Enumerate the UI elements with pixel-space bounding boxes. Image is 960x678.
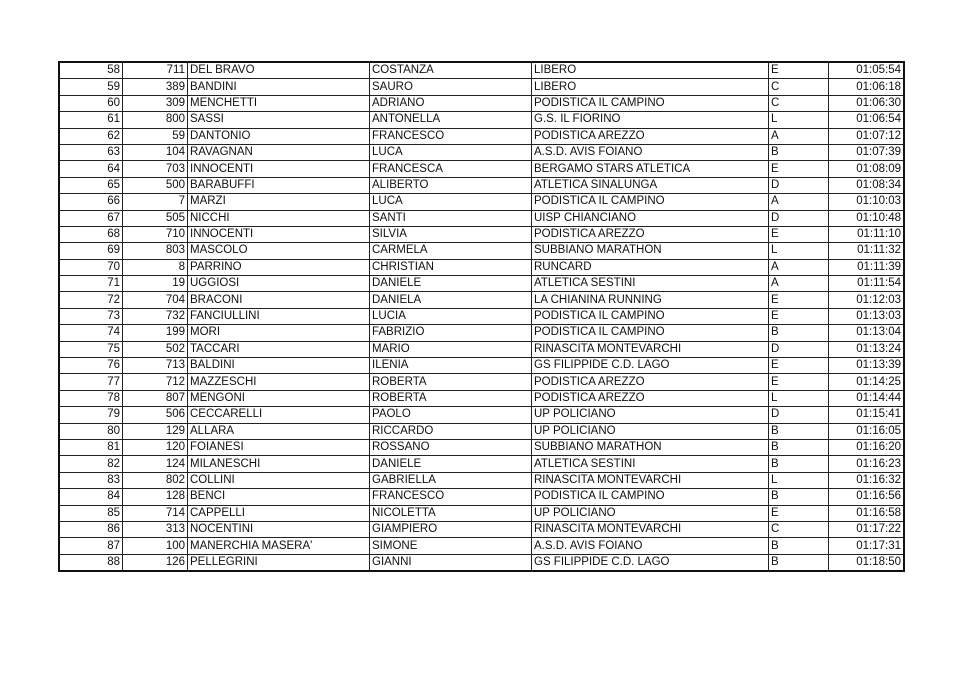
- time-cell: 01:16:23: [829, 456, 905, 472]
- team-cell: PODISTICA IL CAMPINO: [532, 489, 769, 505]
- team-cell: ATLETICA SINALUNGA: [532, 177, 769, 193]
- category-cell: E: [769, 308, 829, 324]
- time-cell: 01:16:05: [829, 423, 905, 439]
- team-cell: PODISTICA AREZZO: [532, 226, 769, 242]
- first-name-cell: FABRIZIO: [370, 325, 532, 341]
- team-cell: G.S. IL FIORINO: [532, 112, 769, 128]
- time-cell: 01:11:10: [829, 226, 905, 242]
- first-name-cell: ROSSANO: [370, 439, 532, 455]
- bib-number-cell: 712: [123, 374, 188, 390]
- surname-cell: MARZI: [188, 194, 370, 210]
- bib-number-cell: 711: [123, 62, 188, 79]
- position-cell: 88: [59, 554, 123, 571]
- surname-cell: BRACONI: [188, 292, 370, 308]
- position-cell: 74: [59, 325, 123, 341]
- first-name-cell: SAURO: [370, 79, 532, 95]
- first-name-cell: FRANCESCA: [370, 161, 532, 177]
- first-name-cell: CARMELA: [370, 243, 532, 259]
- time-cell: 01:16:32: [829, 472, 905, 488]
- bib-number-cell: 710: [123, 226, 188, 242]
- position-cell: 75: [59, 341, 123, 357]
- first-name-cell: SANTI: [370, 210, 532, 226]
- category-cell: B: [769, 538, 829, 554]
- table-row: [59, 341, 904, 357]
- category-cell: D: [769, 210, 829, 226]
- position-cell: 85: [59, 505, 123, 521]
- time-cell: 01:12:03: [829, 292, 905, 308]
- team-cell: PODISTICA IL CAMPINO: [532, 325, 769, 341]
- surname-cell: BARABUFFI: [188, 177, 370, 193]
- first-name-cell: RICCARDO: [370, 423, 532, 439]
- time-cell: 01:16:20: [829, 439, 905, 455]
- position-cell: 73: [59, 308, 123, 324]
- category-cell: A: [769, 259, 829, 275]
- bib-number-cell: 7: [123, 194, 188, 210]
- first-name-cell: DANIELE: [370, 276, 532, 292]
- team-cell: BERGAMO STARS ATLETICA: [532, 161, 769, 177]
- table-row: [59, 194, 904, 210]
- category-cell: E: [769, 161, 829, 177]
- category-cell: B: [769, 439, 829, 455]
- table-row: [59, 308, 904, 324]
- team-cell: PODISTICA IL CAMPINO: [532, 95, 769, 111]
- surname-cell: COLLINI: [188, 472, 370, 488]
- bib-number-cell: 126: [123, 554, 188, 571]
- first-name-cell: PAOLO: [370, 407, 532, 423]
- bib-number-cell: 502: [123, 341, 188, 357]
- category-cell: L: [769, 112, 829, 128]
- category-cell: A: [769, 128, 829, 144]
- first-name-cell: MARIO: [370, 341, 532, 357]
- first-name-cell: ILENIA: [370, 358, 532, 374]
- position-cell: 72: [59, 292, 123, 308]
- time-cell: 01:16:56: [829, 489, 905, 505]
- table-row: [59, 144, 904, 160]
- surname-cell: CECCARELLI: [188, 407, 370, 423]
- time-cell: 01:07:12: [829, 128, 905, 144]
- team-cell: PODISTICA AREZZO: [532, 374, 769, 390]
- position-cell: 69: [59, 243, 123, 259]
- category-cell: B: [769, 554, 829, 571]
- first-name-cell: GABRIELLA: [370, 472, 532, 488]
- surname-cell: UGGIOSI: [188, 276, 370, 292]
- first-name-cell: NICOLETTA: [370, 505, 532, 521]
- time-cell: 01:08:34: [829, 177, 905, 193]
- table-row: [59, 325, 904, 341]
- table-row: [59, 407, 904, 423]
- surname-cell: TACCARI: [188, 341, 370, 357]
- category-cell: D: [769, 407, 829, 423]
- category-cell: E: [769, 226, 829, 242]
- table-row: [59, 79, 904, 95]
- team-cell: UP POLICIANO: [532, 505, 769, 521]
- table-row: [59, 456, 904, 472]
- bib-number-cell: 59: [123, 128, 188, 144]
- surname-cell: MANERCHIA MASERA': [188, 538, 370, 554]
- first-name-cell: FRANCESCO: [370, 128, 532, 144]
- surname-cell: PARRINO: [188, 259, 370, 275]
- position-cell: 82: [59, 456, 123, 472]
- category-cell: B: [769, 456, 829, 472]
- team-cell: GS FILIPPIDE C.D. LAGO: [532, 554, 769, 571]
- first-name-cell: DANIELA: [370, 292, 532, 308]
- table-row: [59, 259, 904, 275]
- bib-number-cell: 120: [123, 439, 188, 455]
- table-row: [59, 210, 904, 226]
- table-row: [59, 161, 904, 177]
- table-row: [59, 472, 904, 488]
- first-name-cell: SILVIA: [370, 226, 532, 242]
- time-cell: 01:06:54: [829, 112, 905, 128]
- table-row: [59, 538, 904, 554]
- position-cell: 83: [59, 472, 123, 488]
- first-name-cell: ROBERTA: [370, 390, 532, 406]
- table-row: [59, 243, 904, 259]
- time-cell: 01:06:30: [829, 95, 905, 111]
- table-row: [59, 439, 904, 455]
- team-cell: PODISTICA AREZZO: [532, 390, 769, 406]
- surname-cell: FANCIULLINI: [188, 308, 370, 324]
- position-cell: 79: [59, 407, 123, 423]
- table-row: [59, 358, 904, 374]
- bib-number-cell: 803: [123, 243, 188, 259]
- team-cell: UP POLICIANO: [532, 407, 769, 423]
- team-cell: A.S.D. AVIS FOIANO: [532, 538, 769, 554]
- first-name-cell: LUCA: [370, 194, 532, 210]
- time-cell: 01:13:03: [829, 308, 905, 324]
- team-cell: RUNCARD: [532, 259, 769, 275]
- surname-cell: BALDINI: [188, 358, 370, 374]
- time-cell: 01:13:04: [829, 325, 905, 341]
- team-cell: A.S.D. AVIS FOIANO: [532, 144, 769, 160]
- category-cell: D: [769, 341, 829, 357]
- table-row: [59, 554, 904, 571]
- bib-number-cell: 129: [123, 423, 188, 439]
- team-cell: ATLETICA SESTINI: [532, 456, 769, 472]
- position-cell: 87: [59, 538, 123, 554]
- surname-cell: MORI: [188, 325, 370, 341]
- time-cell: 01:14:25: [829, 374, 905, 390]
- category-cell: A: [769, 194, 829, 210]
- time-cell: 01:10:03: [829, 194, 905, 210]
- time-cell: 01:13:39: [829, 358, 905, 374]
- table-row: [59, 390, 904, 406]
- category-cell: L: [769, 472, 829, 488]
- position-cell: 63: [59, 144, 123, 160]
- position-cell: 71: [59, 276, 123, 292]
- surname-cell: NICCHI: [188, 210, 370, 226]
- position-cell: 64: [59, 161, 123, 177]
- bib-number-cell: 732: [123, 308, 188, 324]
- team-cell: GS FILIPPIDE C.D. LAGO: [532, 358, 769, 374]
- team-cell: SUBBIANO MARATHON: [532, 243, 769, 259]
- category-cell: B: [769, 144, 829, 160]
- first-name-cell: FRANCESCO: [370, 489, 532, 505]
- table-row: [59, 374, 904, 390]
- time-cell: 01:11:39: [829, 259, 905, 275]
- first-name-cell: DANIELE: [370, 456, 532, 472]
- team-cell: LIBERO: [532, 79, 769, 95]
- bib-number-cell: 506: [123, 407, 188, 423]
- category-cell: L: [769, 390, 829, 406]
- category-cell: B: [769, 489, 829, 505]
- team-cell: RINASCITA MONTEVARCHI: [532, 472, 769, 488]
- first-name-cell: LUCIA: [370, 308, 532, 324]
- table-row: [59, 177, 904, 193]
- position-cell: 68: [59, 226, 123, 242]
- table-row: [59, 292, 904, 308]
- surname-cell: BANDINI: [188, 79, 370, 95]
- surname-cell: MASCOLO: [188, 243, 370, 259]
- surname-cell: INNOCENTI: [188, 161, 370, 177]
- surname-cell: DEL BRAVO: [188, 62, 370, 79]
- table-row: [59, 62, 904, 79]
- first-name-cell: GIAMPIERO: [370, 521, 532, 537]
- category-cell: C: [769, 521, 829, 537]
- table-row: [59, 423, 904, 439]
- position-cell: 70: [59, 259, 123, 275]
- bib-number-cell: 802: [123, 472, 188, 488]
- team-cell: LIBERO: [532, 62, 769, 79]
- bib-number-cell: 124: [123, 456, 188, 472]
- team-cell: PODISTICA AREZZO: [532, 128, 769, 144]
- team-cell: PODISTICA IL CAMPINO: [532, 308, 769, 324]
- surname-cell: FOIANESI: [188, 439, 370, 455]
- table-row: [59, 276, 904, 292]
- bib-number-cell: 8: [123, 259, 188, 275]
- table-row: [59, 95, 904, 111]
- team-cell: RINASCITA MONTEVARCHI: [532, 521, 769, 537]
- time-cell: 01:10:48: [829, 210, 905, 226]
- time-cell: 01:05:54: [829, 62, 905, 79]
- time-cell: 01:17:22: [829, 521, 905, 537]
- time-cell: 01:13:24: [829, 341, 905, 357]
- team-cell: SUBBIANO MARATHON: [532, 439, 769, 455]
- first-name-cell: ADRIANO: [370, 95, 532, 111]
- position-cell: 86: [59, 521, 123, 537]
- bib-number-cell: 703: [123, 161, 188, 177]
- position-cell: 76: [59, 358, 123, 374]
- table-row: [59, 505, 904, 521]
- surname-cell: BENCI: [188, 489, 370, 505]
- bib-number-cell: 389: [123, 79, 188, 95]
- surname-cell: MENCHETTI: [188, 95, 370, 111]
- team-cell: PODISTICA IL CAMPINO: [532, 194, 769, 210]
- table-row: [59, 112, 904, 128]
- surname-cell: RAVAGNAN: [188, 144, 370, 160]
- category-cell: E: [769, 292, 829, 308]
- first-name-cell: GIANNI: [370, 554, 532, 571]
- bib-number-cell: 807: [123, 390, 188, 406]
- surname-cell: MENGONI: [188, 390, 370, 406]
- table-row: [59, 521, 904, 537]
- surname-cell: MAZZESCHI: [188, 374, 370, 390]
- results-table: [58, 61, 905, 572]
- category-cell: E: [769, 62, 829, 79]
- table-row: [59, 128, 904, 144]
- bib-number-cell: 714: [123, 505, 188, 521]
- position-cell: 81: [59, 439, 123, 455]
- time-cell: 01:06:18: [829, 79, 905, 95]
- first-name-cell: LUCA: [370, 144, 532, 160]
- surname-cell: NOCENTINI: [188, 521, 370, 537]
- team-cell: ATLETICA SESTINI: [532, 276, 769, 292]
- bib-number-cell: 313: [123, 521, 188, 537]
- position-cell: 84: [59, 489, 123, 505]
- table-row: [59, 226, 904, 242]
- time-cell: 01:11:54: [829, 276, 905, 292]
- time-cell: 01:15:41: [829, 407, 905, 423]
- bib-number-cell: 309: [123, 95, 188, 111]
- position-cell: 59: [59, 79, 123, 95]
- category-cell: E: [769, 505, 829, 521]
- category-cell: D: [769, 177, 829, 193]
- team-cell: UP POLICIANO: [532, 423, 769, 439]
- category-cell: B: [769, 325, 829, 341]
- position-cell: 61: [59, 112, 123, 128]
- position-cell: 65: [59, 177, 123, 193]
- category-cell: E: [769, 374, 829, 390]
- time-cell: 01:14:44: [829, 390, 905, 406]
- position-cell: 66: [59, 194, 123, 210]
- team-cell: LA CHIANINA RUNNING: [532, 292, 769, 308]
- surname-cell: CAPPELLI: [188, 505, 370, 521]
- bib-number-cell: 800: [123, 112, 188, 128]
- surname-cell: SASSI: [188, 112, 370, 128]
- category-cell: E: [769, 358, 829, 374]
- surname-cell: MILANESCHI: [188, 456, 370, 472]
- bib-number-cell: 704: [123, 292, 188, 308]
- first-name-cell: ROBERTA: [370, 374, 532, 390]
- results-table-body: [59, 62, 904, 571]
- category-cell: L: [769, 243, 829, 259]
- bib-number-cell: 500: [123, 177, 188, 193]
- first-name-cell: ANTONELLA: [370, 112, 532, 128]
- time-cell: 01:11:32: [829, 243, 905, 259]
- category-cell: B: [769, 423, 829, 439]
- surname-cell: ALLARA: [188, 423, 370, 439]
- position-cell: 67: [59, 210, 123, 226]
- bib-number-cell: 505: [123, 210, 188, 226]
- surname-cell: DANTONIO: [188, 128, 370, 144]
- time-cell: 01:18:50: [829, 554, 905, 571]
- position-cell: 60: [59, 95, 123, 111]
- position-cell: 77: [59, 374, 123, 390]
- position-cell: 80: [59, 423, 123, 439]
- team-cell: RINASCITA MONTEVARCHI: [532, 341, 769, 357]
- table-row: [59, 489, 904, 505]
- category-cell: C: [769, 79, 829, 95]
- bib-number-cell: 104: [123, 144, 188, 160]
- time-cell: 01:16:58: [829, 505, 905, 521]
- surname-cell: INNOCENTI: [188, 226, 370, 242]
- surname-cell: PELLEGRINI: [188, 554, 370, 571]
- position-cell: 58: [59, 62, 123, 79]
- first-name-cell: SIMONE: [370, 538, 532, 554]
- position-cell: 78: [59, 390, 123, 406]
- position-cell: 62: [59, 128, 123, 144]
- bib-number-cell: 128: [123, 489, 188, 505]
- bib-number-cell: 199: [123, 325, 188, 341]
- category-cell: A: [769, 276, 829, 292]
- team-cell: UISP CHIANCIANO: [532, 210, 769, 226]
- first-name-cell: COSTANZA: [370, 62, 532, 79]
- category-cell: C: [769, 95, 829, 111]
- time-cell: 01:07:39: [829, 144, 905, 160]
- time-cell: 01:17:31: [829, 538, 905, 554]
- first-name-cell: CHRISTIAN: [370, 259, 532, 275]
- time-cell: 01:08:09: [829, 161, 905, 177]
- bib-number-cell: 100: [123, 538, 188, 554]
- bib-number-cell: 19: [123, 276, 188, 292]
- first-name-cell: ALIBERTO: [370, 177, 532, 193]
- bib-number-cell: 713: [123, 358, 188, 374]
